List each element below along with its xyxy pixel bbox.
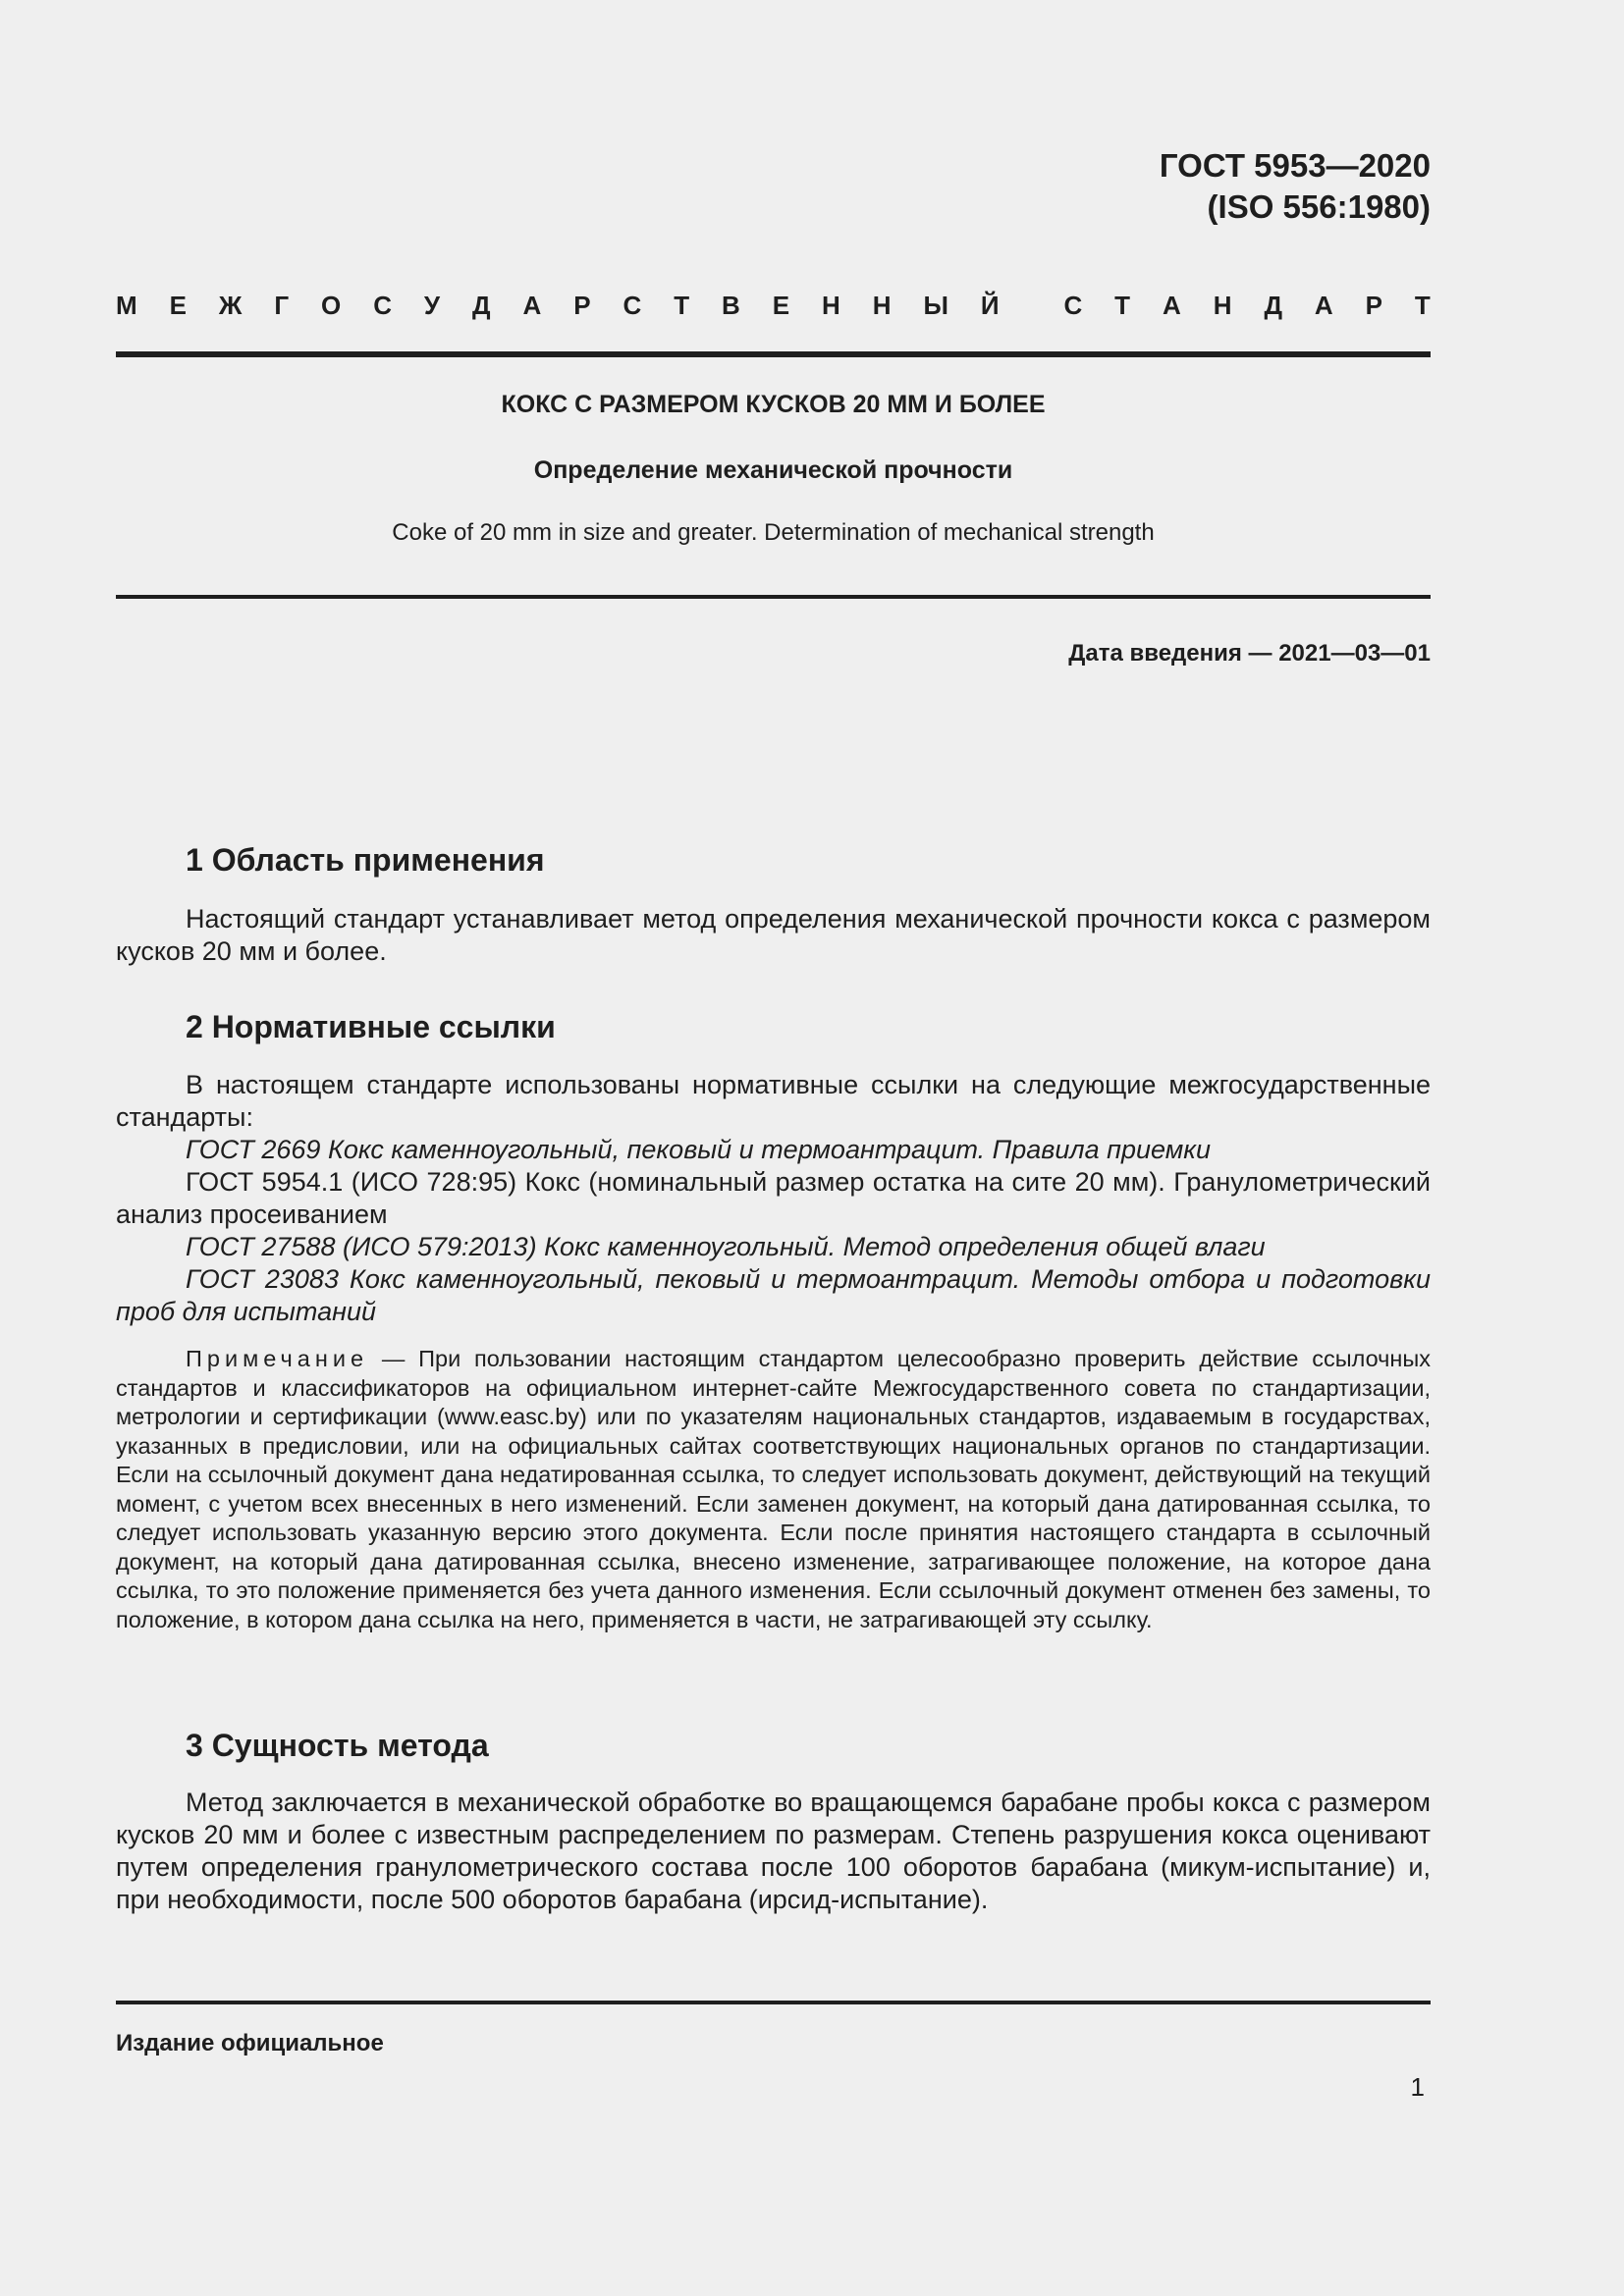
section-1-body <box>116 903 1431 968</box>
normative-reference: ГОСТ 2669 Кокс каменноугольный, пековый и термоантрацит. Правила приемки <box>186 1135 1212 1164</box>
banner-letter: Н <box>1213 291 1232 320</box>
standard-designation <box>1160 145 1431 228</box>
banner-letter: Е <box>772 291 790 320</box>
section-2-body <box>116 1069 1431 1328</box>
banner-letter: С <box>1063 291 1083 320</box>
section-3-heading: 3 Сущность метода <box>186 1728 489 1763</box>
gost-number: ГОСТ 5953—2020 <box>1159 147 1431 184</box>
banner-letter: С <box>373 291 392 320</box>
banner-letter: Н <box>872 291 892 320</box>
section-2-text: В настоящем стандарте использованы нормативные ссылки на следующие межгосударственные стандарты: <box>116 1070 1431 1132</box>
banner-letter: Р <box>573 291 591 320</box>
footer-rule <box>116 2001 1431 2004</box>
banner-letter: Т <box>674 291 690 320</box>
note-block <box>116 1345 1431 1634</box>
note-label: Примечание <box>186 1346 369 1371</box>
section-3-text: Метод заключается в механической обработке во вращающемся барабане пробы кокса с размером кусков 20 мм и более с известным распределением по размерам. Степень разрушения кокса оценивают путем определения гранулометрического состава после 100 оборотов барабана (микум-испытание) и, при необходимости, после 500 оборотов барабана (ирсид-испытание). <box>116 1788 1431 1914</box>
normative-reference: ГОСТ 23083 Кокс каменноугольный, пековый и термоантрацит. Методы отбора и подготовки проб для испытаний <box>116 1264 1431 1326</box>
title-rule <box>116 595 1431 599</box>
banner-letter: Т <box>1114 291 1131 320</box>
document-subtitle: Определение механической прочности <box>533 456 1013 484</box>
banner-letter: О <box>321 291 342 320</box>
banner-letter: Д <box>472 291 491 320</box>
banner-letter: М <box>116 291 137 320</box>
banner-letter: Ж <box>218 291 243 320</box>
banner-letter: Е <box>169 291 187 320</box>
banner-letter: Ы <box>923 291 948 320</box>
banner-letter: Т <box>1414 291 1431 320</box>
banner-letter: У <box>423 291 441 320</box>
official-edition-label: Издание официальное <box>116 2030 384 2056</box>
introduction-date: Дата введения — 2021—03—01 <box>1068 640 1431 667</box>
page-number: 1 <box>1410 2072 1425 2102</box>
iso-number: (ISO 556:1980) <box>1207 188 1431 225</box>
interstate-standard-banner <box>116 289 1431 322</box>
note-text: — При пользовании настоящим стандартом целесообразно проверить действие ссылочных стандартов и классификаторов на официальном интернет-сайте Межгосударственного совета по стандартизации, метрологии и сертификации (www.easc.by) или по указателям национальных стандартов, издаваемым в государствах, указанных в предисловии, или на официальных сайтах соответствующих национальных органов по стандартизации. Если на ссылочный документ дана недатированная ссылка, то следует использовать документ, действующий на текущий момент, с учетом всех внесенных в него изменений. Если заменен документ, на который дана датированная ссылка, то следует использовать указанную версию этого документа. Если после принятия настоящего стандарта в ссылочный документ, на который дана датированная ссылка, внесено изменение, затрагивающее положение, на которое дана ссылка, то это положение применяется без учета данного изменения. Если ссылочный документ отменен без замены, то положение, в котором дана ссылка на него, применяется в части, не затрагивающей эту ссылку. <box>116 1346 1431 1632</box>
banner-letter: А <box>1314 291 1333 320</box>
english-title: Coke of 20 mm in size and greater. Determination of mechanical strength <box>392 519 1155 546</box>
banner-letter: Р <box>1365 291 1382 320</box>
section-3-body <box>116 1787 1431 1916</box>
header-rule <box>116 351 1431 357</box>
section-1-heading: 1 Область применения <box>186 842 545 878</box>
section-1-text: Настоящий стандарт устанавливает метод определения механической прочности кокса с размером кусков 20 мм и более. <box>116 904 1431 966</box>
document-title: КОКС С РАЗМЕРОМ КУСКОВ 20 ММ И БОЛЕЕ <box>501 391 1046 418</box>
section-2-heading: 2 Нормативные ссылки <box>186 1009 556 1044</box>
banner-letter: С <box>623 291 642 320</box>
banner-letter: Й <box>980 291 1000 320</box>
banner-letter: А <box>1163 291 1181 320</box>
banner-letter: А <box>522 291 542 320</box>
banner-letter: Г <box>274 291 290 320</box>
normative-reference: ГОСТ 5954.1 (ИСО 728:95) Кокс (номинальный размер остатка на сите 20 мм). Гранулометрический анализ просеиванием <box>116 1167 1431 1229</box>
banner-letter: Н <box>822 291 840 320</box>
banner-letter: Д <box>1264 291 1282 320</box>
normative-reference: ГОСТ 27588 (ИСО 579:2013) Кокс каменноугольный. Метод определения общей влаги <box>186 1232 1266 1261</box>
banner-letter: В <box>722 291 740 320</box>
